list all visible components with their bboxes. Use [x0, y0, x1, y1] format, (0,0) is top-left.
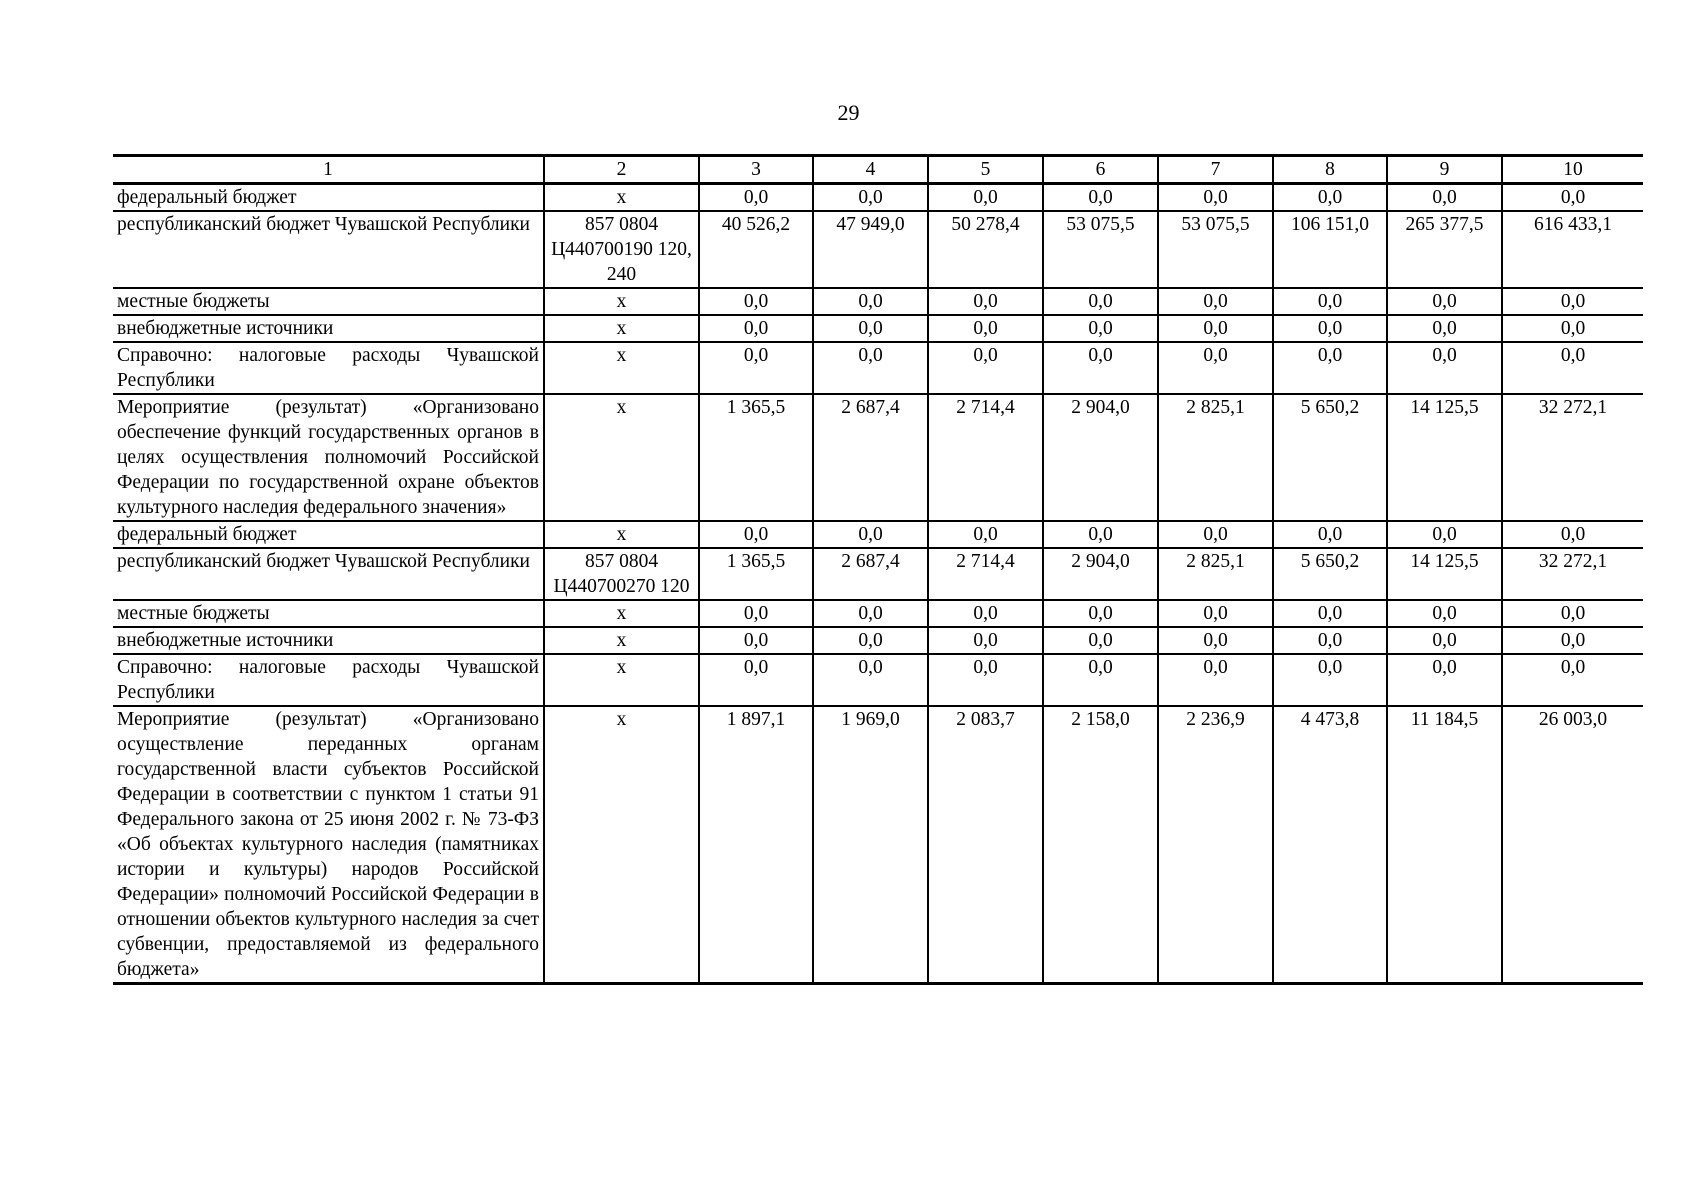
- value-cell: 0,0: [813, 184, 928, 212]
- value-cell: 1 897,1: [699, 706, 813, 984]
- row-name-cell: внебюджетные источники: [113, 627, 544, 654]
- table-row: [113, 654, 1643, 706]
- header-cell: 2: [544, 156, 699, 184]
- value-cell: 0,0: [1043, 627, 1158, 654]
- value-cell: 32 272,1: [1502, 548, 1643, 600]
- value-cell: 2 714,4: [928, 548, 1043, 600]
- value-cell: 2 904,0: [1043, 548, 1158, 600]
- budget-code-cell: 857 0804 Ц440700270 120: [544, 548, 699, 600]
- value-cell: 0,0: [1502, 627, 1643, 654]
- table-row: [113, 288, 1643, 315]
- budget-code-cell: х: [544, 654, 699, 706]
- row-name-cell: республиканский бюджет Чувашской Республики: [113, 211, 544, 288]
- header-cell: 1: [113, 156, 544, 184]
- value-cell: 0,0: [813, 315, 928, 342]
- value-cell: 0,0: [1273, 600, 1387, 627]
- value-cell: 2 825,1: [1158, 548, 1273, 600]
- value-cell: 265 377,5: [1387, 211, 1502, 288]
- budget-code-cell: 857 0804 Ц440700190 120, 240: [544, 211, 699, 288]
- value-cell: 2 687,4: [813, 548, 928, 600]
- value-cell: 0,0: [1387, 521, 1502, 548]
- value-cell: 0,0: [1387, 627, 1502, 654]
- value-cell: 0,0: [1273, 288, 1387, 315]
- value-cell: 0,0: [1502, 288, 1643, 315]
- budget-code-cell: х: [544, 706, 699, 984]
- value-cell: 0,0: [813, 521, 928, 548]
- value-cell: 1 969,0: [813, 706, 928, 984]
- value-cell: 0,0: [1043, 315, 1158, 342]
- value-cell: 0,0: [813, 654, 928, 706]
- value-cell: 0,0: [1043, 184, 1158, 212]
- value-cell: 11 184,5: [1387, 706, 1502, 984]
- budget-code-cell: х: [544, 288, 699, 315]
- row-name-cell: Мероприятие (результат) «Организовано обеспечение функций государственных органов в целях осуществления полномочий Российской Федерации по государственной охране объектов культурного наследия федерального значения»: [113, 394, 544, 521]
- value-cell: 0,0: [928, 521, 1043, 548]
- value-cell: 0,0: [1387, 315, 1502, 342]
- value-cell: 0,0: [1043, 288, 1158, 315]
- value-cell: 0,0: [928, 342, 1043, 394]
- value-cell: 2 825,1: [1158, 394, 1273, 521]
- value-cell: 0,0: [699, 600, 813, 627]
- value-cell: 0,0: [1273, 315, 1387, 342]
- value-cell: 0,0: [1387, 654, 1502, 706]
- budget-code-cell: х: [544, 342, 699, 394]
- value-cell: 0,0: [1502, 654, 1643, 706]
- value-cell: 26 003,0: [1502, 706, 1643, 984]
- value-cell: 4 473,8: [1273, 706, 1387, 984]
- value-cell: 0,0: [1502, 184, 1643, 212]
- value-cell: 47 949,0: [813, 211, 928, 288]
- row-name-cell: федеральный бюджет: [113, 521, 544, 548]
- header-cell: 8: [1273, 156, 1387, 184]
- value-cell: 0,0: [1273, 342, 1387, 394]
- header-cell: 10: [1502, 156, 1643, 184]
- value-cell: 0,0: [928, 654, 1043, 706]
- value-cell: 0,0: [813, 288, 928, 315]
- header-cell: 4: [813, 156, 928, 184]
- value-cell: 0,0: [699, 627, 813, 654]
- value-cell: 53 075,5: [1043, 211, 1158, 288]
- value-cell: 0,0: [1158, 315, 1273, 342]
- value-cell: 0,0: [1387, 600, 1502, 627]
- value-cell: 0,0: [1043, 654, 1158, 706]
- value-cell: 0,0: [1502, 315, 1643, 342]
- table-row: [113, 521, 1643, 548]
- row-name-cell: федеральный бюджет: [113, 184, 544, 212]
- value-cell: 0,0: [1043, 600, 1158, 627]
- value-cell: 2 687,4: [813, 394, 928, 521]
- value-cell: 0,0: [1043, 521, 1158, 548]
- row-name-cell: республиканский бюджет Чувашской Республики: [113, 548, 544, 600]
- value-cell: 0,0: [813, 600, 928, 627]
- row-name-cell: местные бюджеты: [113, 288, 544, 315]
- row-name-cell: Справочно: налоговые расходы Чувашской Республики: [113, 654, 544, 706]
- table-row: [113, 627, 1643, 654]
- value-cell: 2 083,7: [928, 706, 1043, 984]
- value-cell: 0,0: [699, 654, 813, 706]
- budget-code-cell: х: [544, 394, 699, 521]
- value-cell: 0,0: [1502, 521, 1643, 548]
- value-cell: 0,0: [1158, 288, 1273, 315]
- value-cell: 53 075,5: [1158, 211, 1273, 288]
- budget-code-cell: х: [544, 627, 699, 654]
- header-cell: 7: [1158, 156, 1273, 184]
- header-cell: 6: [1043, 156, 1158, 184]
- value-cell: 0,0: [1387, 184, 1502, 212]
- budget-code-cell: х: [544, 184, 699, 212]
- value-cell: 0,0: [1273, 521, 1387, 548]
- header-row: [113, 156, 1643, 184]
- value-cell: 50 278,4: [928, 211, 1043, 288]
- value-cell: 0,0: [1158, 342, 1273, 394]
- value-cell: 0,0: [1043, 342, 1158, 394]
- value-cell: 2 158,0: [1043, 706, 1158, 984]
- value-cell: 1 365,5: [699, 548, 813, 600]
- budget-table: [113, 154, 1643, 985]
- value-cell: 0,0: [1158, 654, 1273, 706]
- value-cell: 0,0: [1273, 654, 1387, 706]
- value-cell: 0,0: [1273, 184, 1387, 212]
- value-cell: 32 272,1: [1502, 394, 1643, 521]
- value-cell: 2 236,9: [1158, 706, 1273, 984]
- value-cell: 0,0: [813, 627, 928, 654]
- value-cell: 2 714,4: [928, 394, 1043, 521]
- row-name-cell: внебюджетные источники: [113, 315, 544, 342]
- table-row: [113, 600, 1643, 627]
- row-name-cell: Мероприятие (результат) «Организовано осуществление переданных органам государственной власти субъектов Российской Федерации в соответствии с пунктом 1 статьи 91 Федерального закона от 25 июня 2002 г. № 73-ФЗ «Об объектах культурного наследия (памятниках истории и культуры) народов Российской Федерации» полномочий Российской Федерации в отношении объектов культурного наследия за счет субвенции, предоставляемой из федерального бюджета»: [113, 706, 544, 984]
- value-cell: 1 365,5: [699, 394, 813, 521]
- budget-code-cell: х: [544, 315, 699, 342]
- value-cell: 0,0: [1158, 184, 1273, 212]
- value-cell: 0,0: [1158, 627, 1273, 654]
- value-cell: 0,0: [813, 342, 928, 394]
- value-cell: 0,0: [699, 521, 813, 548]
- table-row: [113, 548, 1643, 600]
- value-cell: 0,0: [1502, 600, 1643, 627]
- value-cell: 14 125,5: [1387, 394, 1502, 521]
- value-cell: 2 904,0: [1043, 394, 1158, 521]
- value-cell: 0,0: [1273, 627, 1387, 654]
- value-cell: 0,0: [1387, 288, 1502, 315]
- value-cell: 0,0: [928, 600, 1043, 627]
- table-row: [113, 315, 1643, 342]
- value-cell: 616 433,1: [1502, 211, 1643, 288]
- value-cell: 5 650,2: [1273, 394, 1387, 521]
- value-cell: 106 151,0: [1273, 211, 1387, 288]
- value-cell: 0,0: [699, 288, 813, 315]
- value-cell: 5 650,2: [1273, 548, 1387, 600]
- header-cell: 3: [699, 156, 813, 184]
- value-cell: 0,0: [928, 184, 1043, 212]
- value-cell: 0,0: [1502, 342, 1643, 394]
- page-number: 29: [837, 100, 860, 125]
- header-cell: 9: [1387, 156, 1502, 184]
- value-cell: 14 125,5: [1387, 548, 1502, 600]
- header-cell: 5: [928, 156, 1043, 184]
- value-cell: 40 526,2: [699, 211, 813, 288]
- row-name-cell: местные бюджеты: [113, 600, 544, 627]
- table-row: [113, 706, 1643, 984]
- value-cell: 0,0: [1158, 521, 1273, 548]
- value-cell: 0,0: [699, 184, 813, 212]
- table-row: [113, 394, 1643, 521]
- table-row: [113, 184, 1643, 212]
- budget-code-cell: х: [544, 600, 699, 627]
- value-cell: 0,0: [928, 627, 1043, 654]
- value-cell: 0,0: [928, 315, 1043, 342]
- budget-code-cell: х: [544, 521, 699, 548]
- table-row: [113, 342, 1643, 394]
- row-name-cell: Справочно: налоговые расходы Чувашской Республики: [113, 342, 544, 394]
- value-cell: 0,0: [1158, 600, 1273, 627]
- table-body: [113, 184, 1643, 984]
- value-cell: 0,0: [928, 288, 1043, 315]
- value-cell: 0,0: [1387, 342, 1502, 394]
- value-cell: 0,0: [699, 342, 813, 394]
- value-cell: 0,0: [699, 315, 813, 342]
- table-row: [113, 211, 1643, 288]
